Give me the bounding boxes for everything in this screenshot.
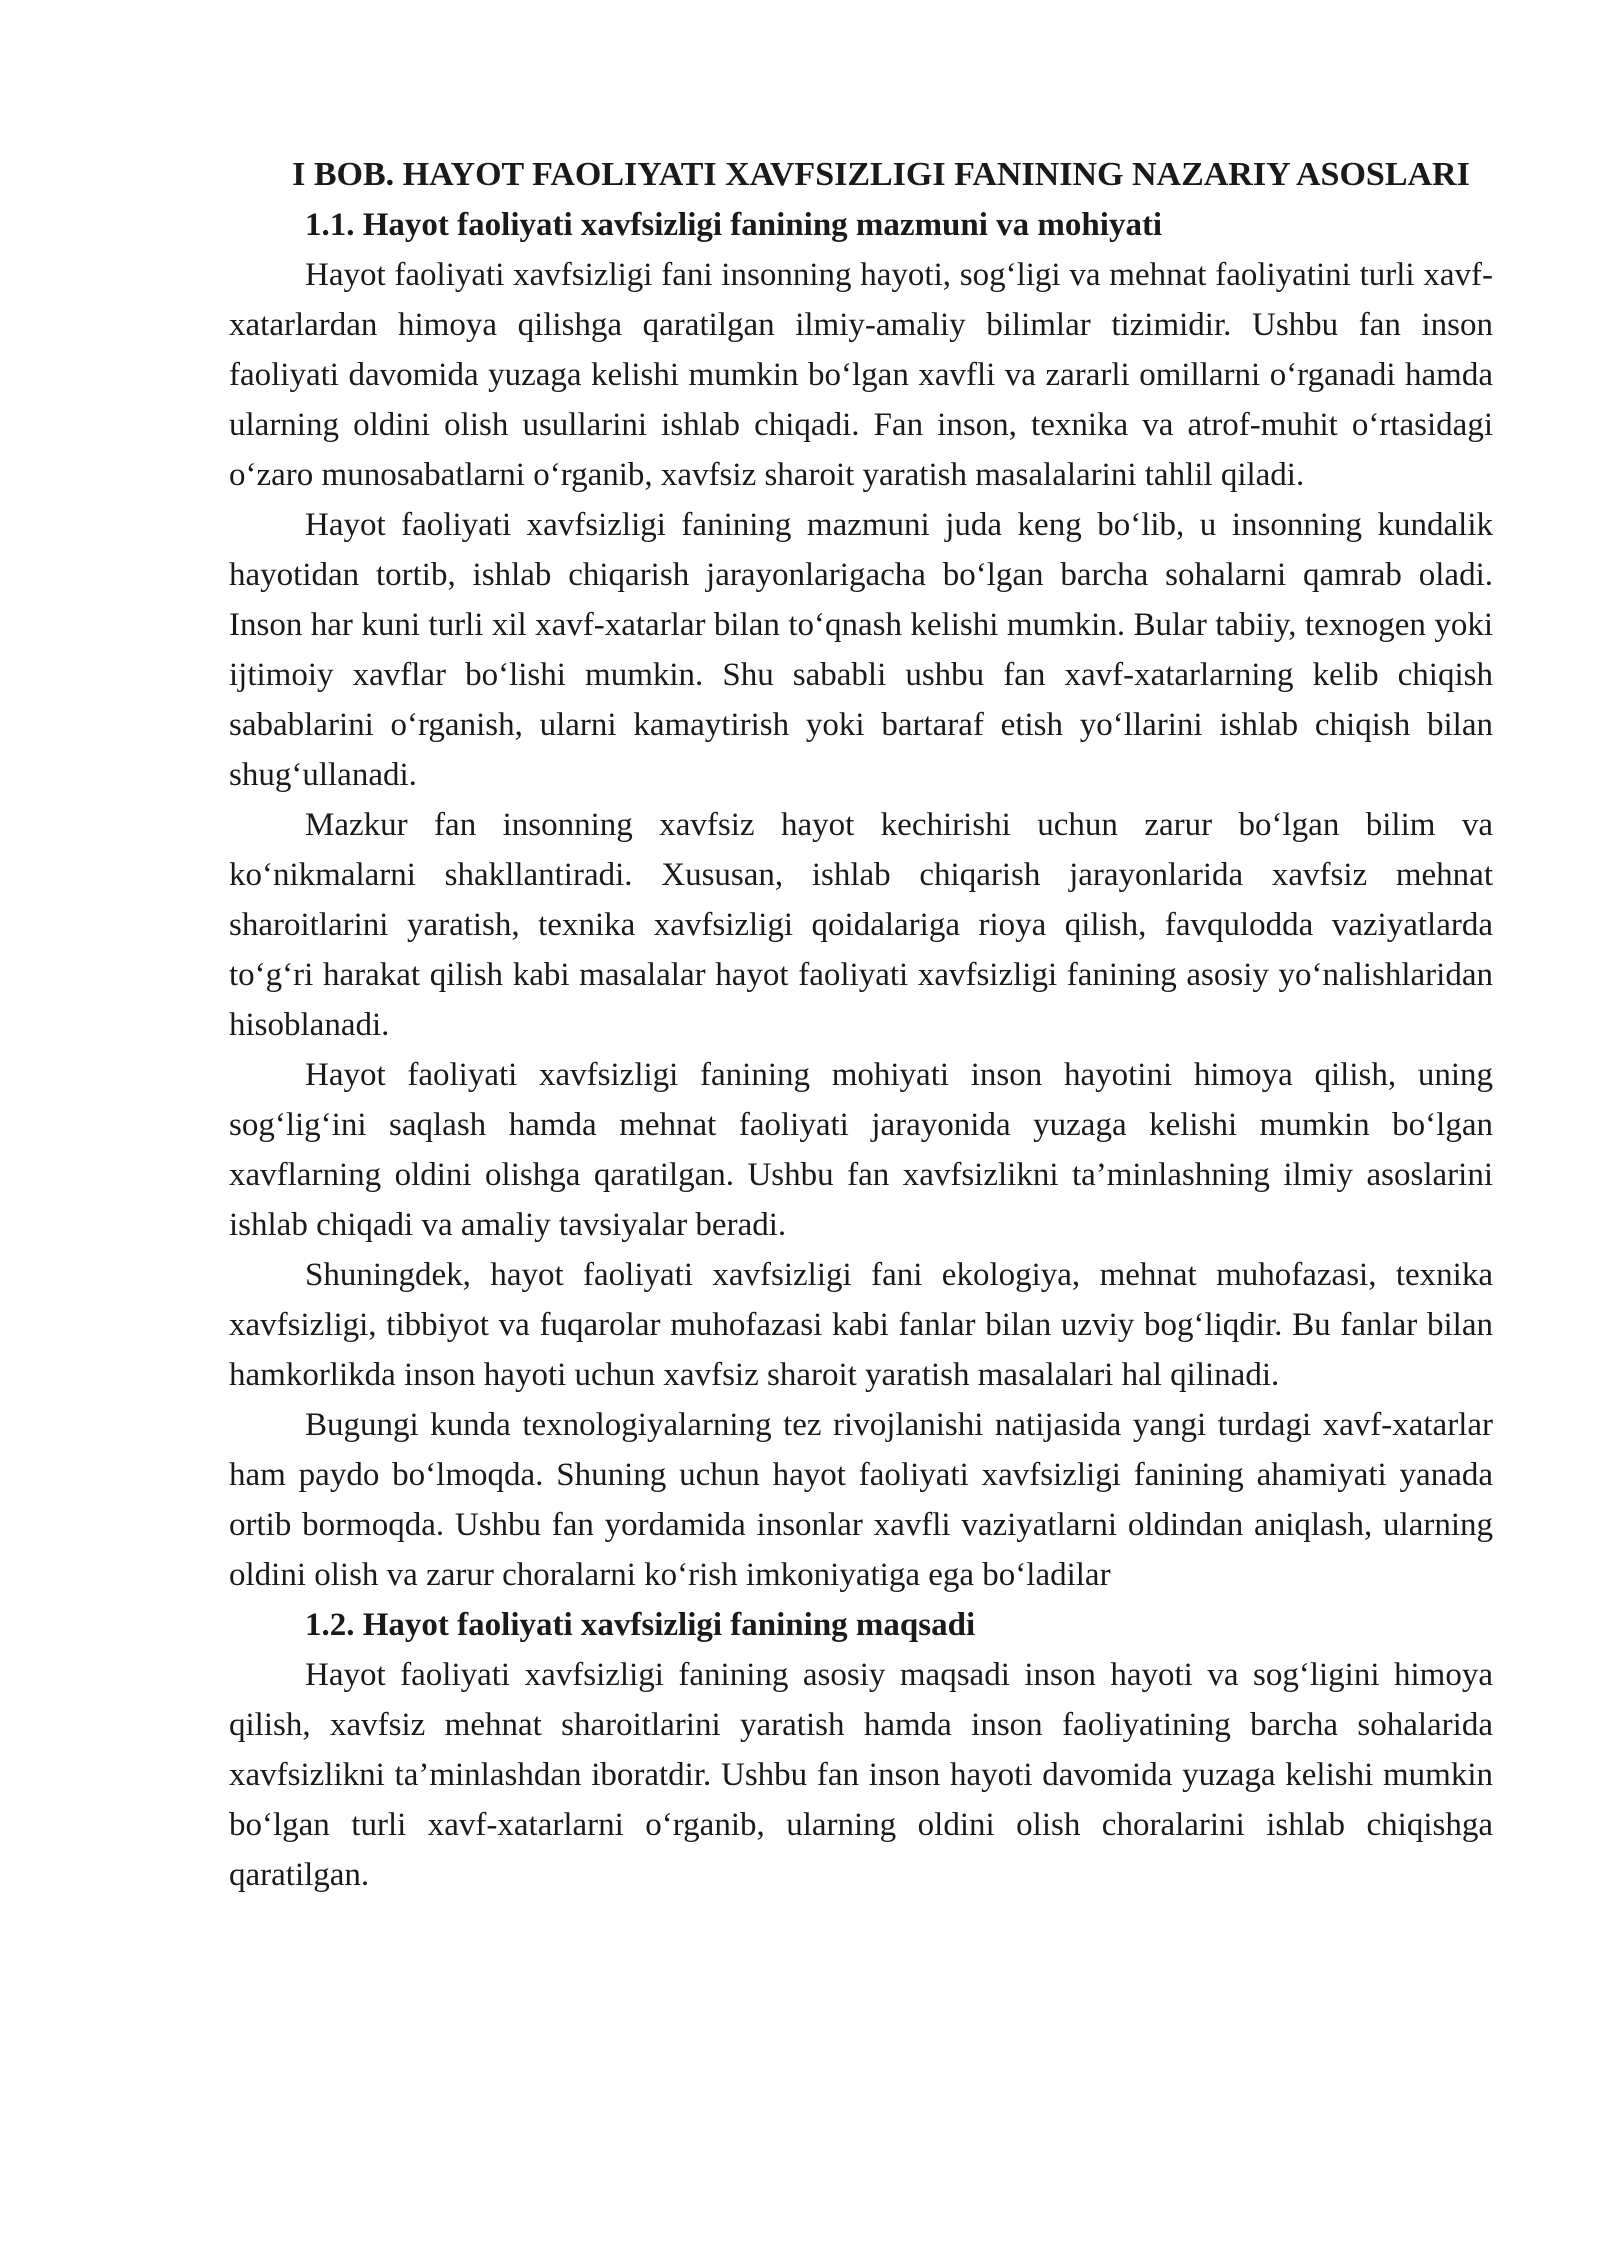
paragraph: Bugungi kunda texnologiyalarning tez rivojlanishi natijasida yangi turdagi xavf-xatarlar ham paydo bo‘lmoqda. Shuning uchun hayot faoliyati xavfsizligi fanining ahamiyati yanada ortib bormoqda. Ushbu fan yordamida insonlar xavfli vaziyatlarni oldindan aniqlash, ularning oldini olish va zarur choralarni ko‘rish imkoniyatiga ega bo‘ladilar <box>229 1407 1493 1593</box>
paragraph: Mazkur fan insonning xavfsiz hayot kechirishi uchun zarur bo‘lgan bilim va ko‘nikmalarni shakllantiradi. Xususan, ishlab chiqarish jarayonlarida xavfsiz mehnat sharoitlarini yaratish, texnika xavfsizligi qoidalariga rioya qilish, favqulodda vaziyatlarda to‘g‘ri harakat qilish kabi masalalar hayot faoliyati xavfsizligi fanining asosiy yo‘nalishlaridan hisoblanadi. <box>229 807 1493 1043</box>
paragraph: Hayot faoliyati xavfsizligi fanining mazmuni juda keng bo‘lib, u insonning kundalik hayotidan tortib, ishlab chiqarish jarayonlarigacha bo‘lgan barcha sohalarni qamrab oladi. Inson har kuni turli xil xavf-xatarlar bilan to‘qnash kelishi mumkin. Bular tabiiy, texnogen yoki ijtimoiy xavflar bo‘lishi mumkin. Shu sababli ushbu fan xavf-xatarlarning kelib chiqish sabablarini o‘rganish, ularni kamaytirish yoki bartaraf etish yo‘llarini ishlab chiqish bilan shug‘ullanadi. <box>229 507 1493 793</box>
section-heading-1-1: 1.1. Hayot faoliyati xavfsizligi fanining mazmuni va mohiyati <box>305 207 1163 243</box>
paragraph: Hayot faoliyati xavfsizligi fanining asosiy maqsadi inson hayoti va sog‘ligini himoya qilish, xavfsiz mehnat sharoitlarini yaratish hamda inson faoliyatining barcha sohalarida xavfsizlikni ta’minlashdan iboratdir. Ushbu fan inson hayoti davomida yuzaga kelishi mumkin bo‘lgan turli xavf-xatarlarni o‘rganib, ularning oldini olish choralarini ishlab chiqishga qaratilgan. <box>229 1657 1493 1893</box>
page-content <box>229 150 1493 1900</box>
chapter-title: I BOB. HAYOT FAOLIYATI XAVFSIZLIGI FANINING NAZARIY ASOSLARI <box>292 156 1470 193</box>
paragraph: Shuningdek, hayot faoliyati xavfsizligi fani ekologiya, mehnat muhofazasi, texnika xavfsizligi, tibbiyot va fuqarolar muhofazasi kabi fanlar bilan uzviy bog‘liqdir. Bu fanlar bilan hamkorlikda inson hayoti uchun xavfsiz sharoit yaratish masalalari hal qilinadi. <box>229 1257 1493 1393</box>
section-heading-1-2: 1.2. Hayot faoliyati xavfsizligi fanining maqsadi <box>305 1607 976 1643</box>
paragraph: Hayot faoliyati xavfsizligi fanining mohiyati inson hayotini himoya qilish, uning sog‘lig‘ini saqlash hamda mehnat faoliyati jarayonida yuzaga kelishi mumkin bo‘lgan xavflarning oldini olishga qaratilgan. Ushbu fan xavfsizlikni ta’minlashning ilmiy asoslarini ishlab chiqadi va amaliy tavsiyalar beradi. <box>229 1057 1493 1243</box>
paragraph: Hayot faoliyati xavfsizligi fani insonning hayoti, sog‘ligi va mehnat faoliyatini turli xavf-xatarlardan himoya qilishga qaratilgan ilmiy-amaliy bilimlar tizimidir. Ushbu fan inson faoliyati davomida yuzaga kelishi mumkin bo‘lgan xavfli va zararli omillarni o‘rganadi hamda ularning oldini olish usullarini ishlab chiqadi. Fan inson, texnika va atrof-muhit o‘rtasidagi o‘zaro munosabatlarni o‘rganib, xavfsiz sharoit yaratish masalalarini tahlil qiladi. <box>229 257 1493 493</box>
